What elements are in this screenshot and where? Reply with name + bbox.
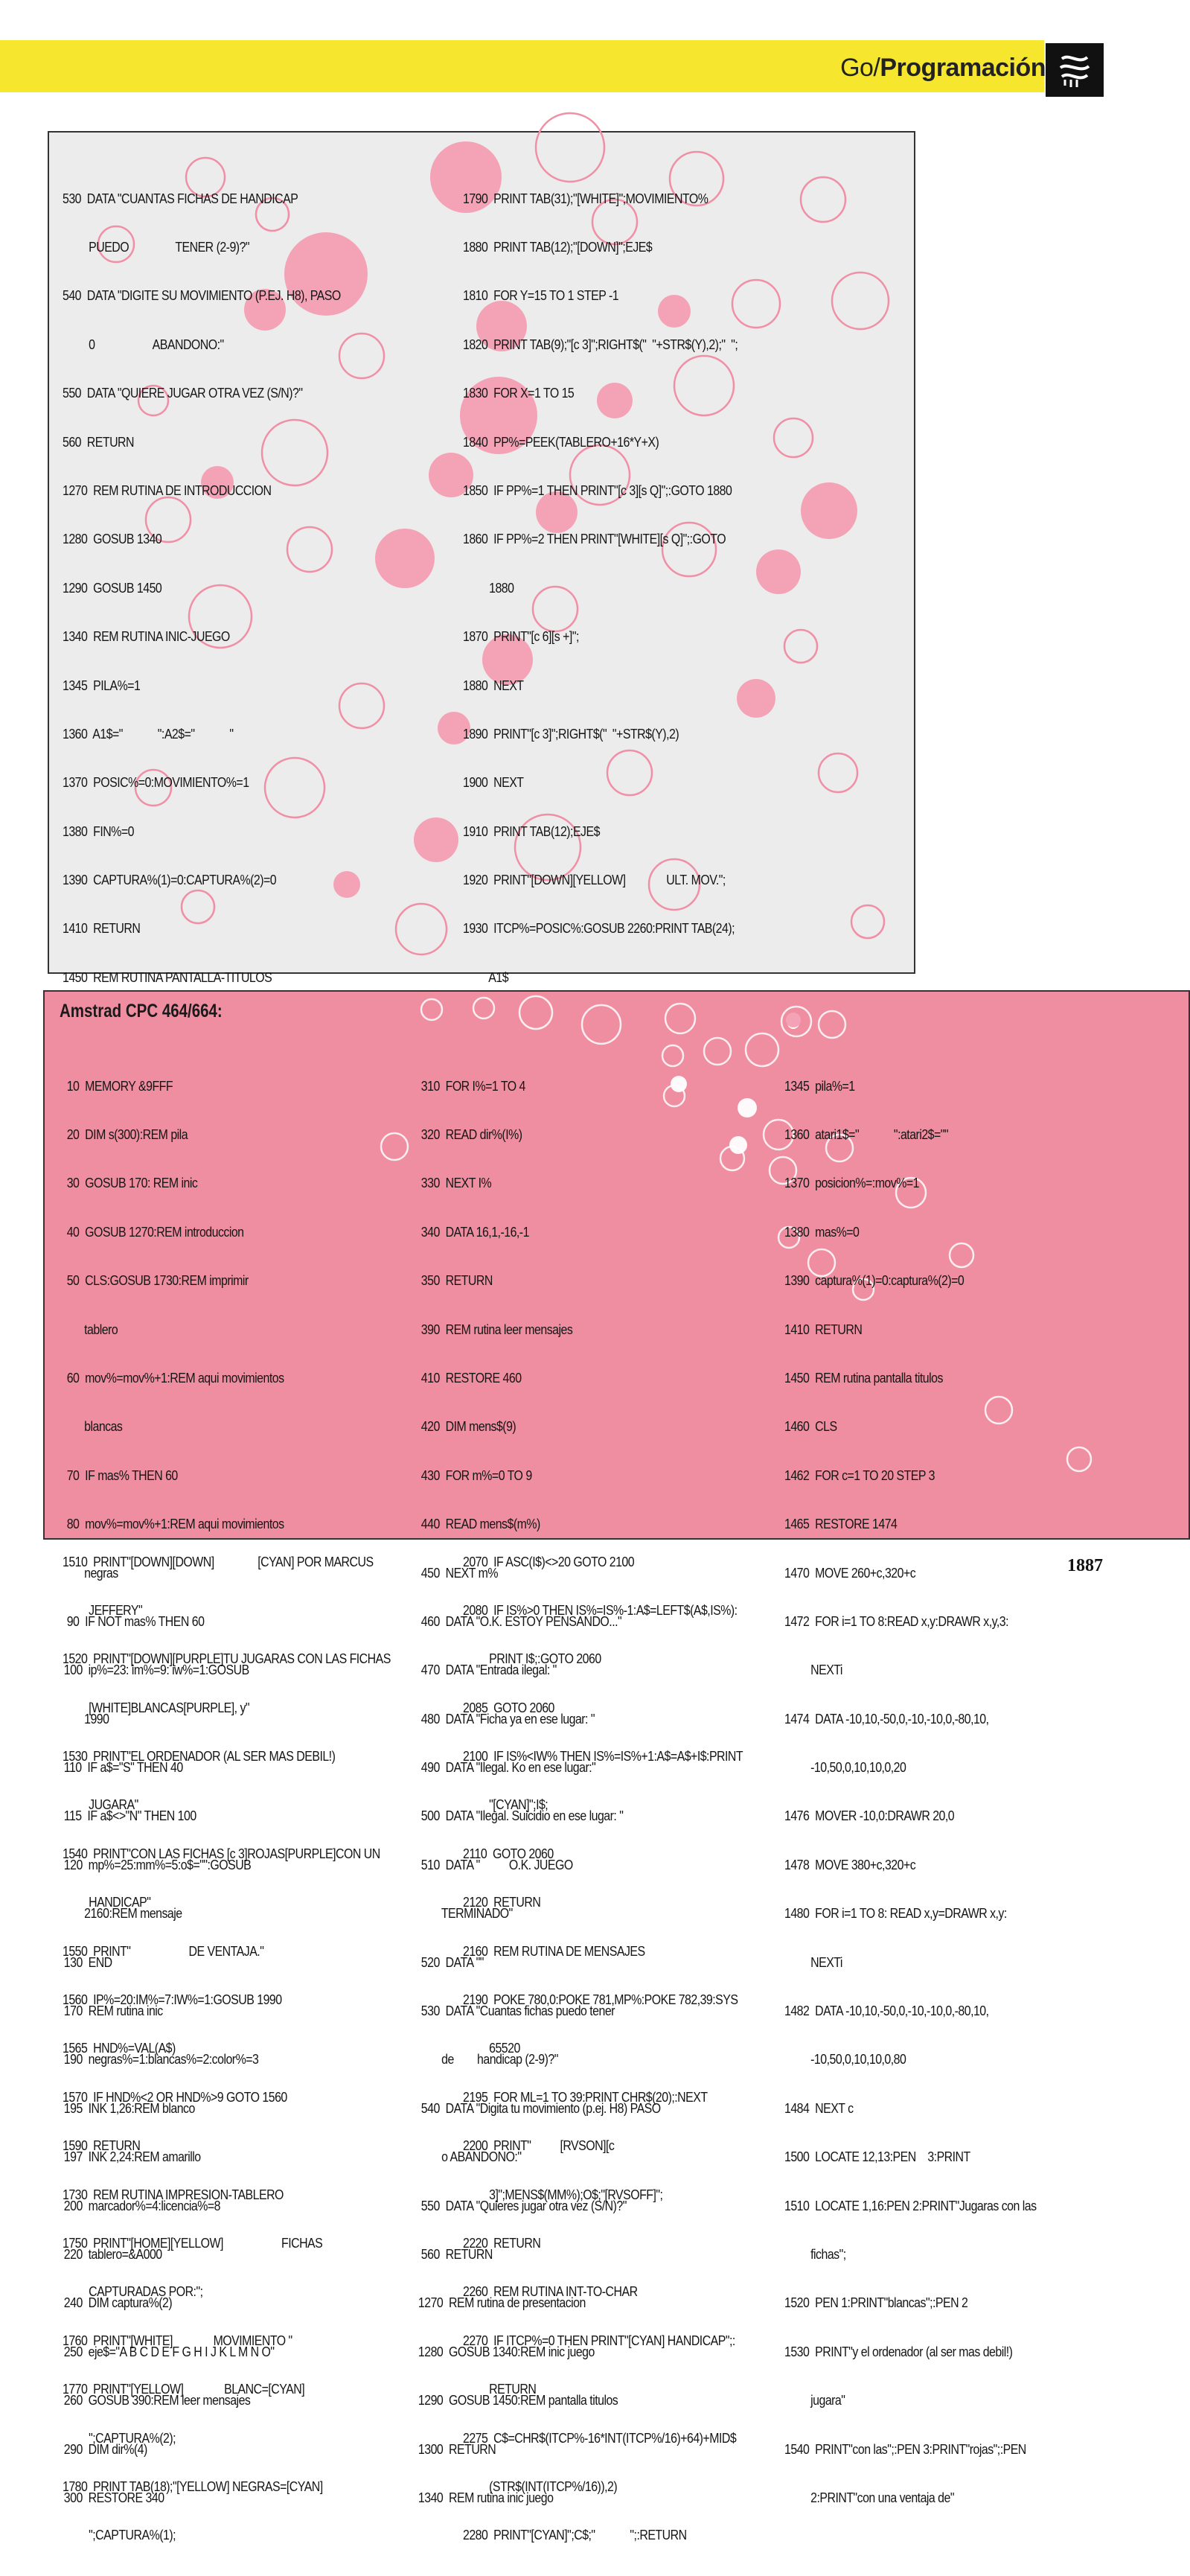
code-line: CAPTURADAS POR:"; xyxy=(63,2283,203,2300)
code-line: 0 ABANDONO:" xyxy=(63,336,224,352)
code-line: 1280 GOSUB 1340:REM inic juego xyxy=(415,2343,595,2359)
code-line: 540 DATA "DIGITE SU MOVIMIENTO (P.EJ. H8), PASO xyxy=(63,287,341,304)
code-line: 1270 REM rutina de presentacion xyxy=(415,2295,586,2311)
code-line: 1830 FOR X=1 TO 15 xyxy=(463,385,575,401)
amstrad-column-1 xyxy=(58,1045,284,2538)
code-line: 1300 RETURN xyxy=(415,2440,496,2457)
code-line: 1820 PRINT TAB(9);"[c 3]";RIGHT$(" "+STR$(Y),2);" "; xyxy=(463,336,738,352)
code-line: "[CYAN]";I$; xyxy=(463,1796,548,1813)
stylized-wave-logo-icon xyxy=(1046,43,1104,97)
code-line: 410 RESTORE 460 xyxy=(415,1369,522,1386)
amstrad-column-3 xyxy=(784,1045,1037,2538)
code-line: 1270 REM RUTINA DE INTRODUCCION xyxy=(63,482,272,498)
code-line: 1462 FOR c=1 TO 20 STEP 3 xyxy=(784,1467,935,1483)
code-line: negras xyxy=(58,1564,118,1581)
section-title xyxy=(840,54,1046,83)
code-line: 500 DATA "Ilegal. Suicidio en ese lugar: " xyxy=(415,1808,624,1824)
code-line: 430 FOR m%=0 TO 9 xyxy=(415,1467,532,1483)
code-line: 1910 PRINT TAB(12);EJE$ xyxy=(463,823,600,839)
code-line: 1530 PRINT"EL ORDENADOR (AL SER MAS DEBIL!) xyxy=(63,1748,336,1764)
code-line: 2270 IF ITCP%=0 THEN PRINT"[CYAN] HANDICAP";: xyxy=(463,2332,735,2348)
code-line: 1360 A1$=" ":A2$=" " xyxy=(63,725,234,742)
code-line: 1900 NEXT xyxy=(463,774,524,791)
code-line: 1530 PRINT"y el ordenador (al ser mas debil!) xyxy=(784,2343,1013,2359)
code-line: 1810 FOR Y=15 TO 1 STEP -1 xyxy=(463,287,619,304)
code-line: 1480 FOR i=1 TO 8: READ x,y=DRAWR x,y: xyxy=(784,1905,1007,1922)
code-line: 290 DIM dir%(4) xyxy=(58,2440,147,2457)
code-line: 110 IF a$="S" THEN 40 xyxy=(58,1759,183,1776)
code-line: 240 DIM captura%(2) xyxy=(58,2295,173,2311)
code-line: 90 IF NOT mas% THEN 60 xyxy=(58,1613,205,1629)
code-line: 20 DIM s(300):REM pila xyxy=(58,1126,188,1142)
code-line: jugara" xyxy=(784,2392,845,2408)
code-line: 1540 PRINT"con las";:PEN 3:PRINT"rojas";:PEN xyxy=(784,2440,1026,2457)
code-line: 65520 xyxy=(463,2040,520,2056)
code-line: 1478 MOVE 380+c,320+c xyxy=(784,1856,916,1872)
code-line: 1482 DATA -10,10,-50,0,-10,-10,0,-80,10, xyxy=(784,2003,989,2019)
code-line: 1345 pila%=1 xyxy=(784,1077,855,1094)
code-line: 3]";MENS$(MM%);O$;"[RVSOFF]"; xyxy=(463,2186,663,2202)
code-line: 1770 PRINT"[YELLOW] BLANC=[CYAN] xyxy=(63,2381,305,2397)
code-line: PUEDO TENER (2-9)?" xyxy=(63,238,250,255)
code-line: 1860 IF PP%=2 THEN PRINT"[WHITE][s Q]";:GOTO xyxy=(463,531,726,547)
code-line: 530 DATA "CUANTAS FICHAS DE HANDICAP xyxy=(63,190,298,206)
code-line: 1410 RETURN xyxy=(63,920,141,937)
code-line: 1520 PEN 1:PRINT"blancas";:PEN 2 xyxy=(784,2295,968,2311)
code-line: 100 ip%=23: im%=9: iw%=1:GOSUB xyxy=(58,1662,249,1678)
code-line: 300 RESTORE 340 xyxy=(58,2489,164,2505)
code-line: 1450 REM rutina pantalla titulos xyxy=(784,1369,943,1386)
code-line: 1840 PP%=PEEK(TABLERO+16*Y+X) xyxy=(463,433,659,450)
code-line: 80 mov%=mov%+1:REM aqui movimientos xyxy=(58,1516,284,1532)
code-line: -10,50,0,10,10,0,80 xyxy=(784,2051,906,2068)
code-line: 1760 PRINT"[WHITE] MOVIMIENTO " xyxy=(63,2332,292,2348)
code-line: 2260 REM RUTINA INT-TO-CHAR xyxy=(463,2283,638,2300)
code-line: [WHITE]BLANCAS[PURPLE], y" xyxy=(63,1699,250,1715)
code-line: 560 RETURN xyxy=(415,2245,493,2262)
code-line: HANDICAP" xyxy=(63,1894,151,1910)
code-line: 220 tablero=&A000 xyxy=(58,2245,162,2262)
code-line: 1470 MOVE 260+c,320+c xyxy=(784,1564,916,1581)
code-line: 1510 PRINT"[DOWN][DOWN] [CYAN] POR MARCUS xyxy=(63,1553,374,1569)
section-title-prefix: Go/ xyxy=(840,54,880,82)
code-line: tablero xyxy=(58,1321,118,1337)
code-line: o ABANDONO:" xyxy=(415,2149,522,2165)
code-line: 560 RETURN xyxy=(63,433,135,450)
code-line: 1520 PRINT"[DOWN][PURPLE]TU JUGARAS CON LAS FICHAS xyxy=(63,1651,391,1667)
code-line: 470 DATA "Entrada ilegal: " xyxy=(415,1662,557,1678)
code-line: 1880 NEXT xyxy=(463,677,524,693)
code-line: 480 DATA "Ficha ya en ese lugar: " xyxy=(415,1710,595,1727)
code-line: 1280 GOSUB 1340 xyxy=(63,531,162,547)
code-line: 1340 REM RUTINA INIC-JUEGO xyxy=(63,628,230,645)
code-line: 510 DATA " O.K. JUEGO xyxy=(415,1856,573,1872)
code-line: 70 IF mas% THEN 60 xyxy=(58,1467,178,1483)
code-line: ";CAPTURA%(2); xyxy=(63,2429,176,2446)
code-line: 2110 GOTO 2060 xyxy=(463,1845,554,1861)
code-line: NEXTi xyxy=(784,1662,842,1678)
code-line: 1850 IF PP%=1 THEN PRINT"[c 3][s Q]";:GOTO 1880 xyxy=(463,482,732,498)
code-line: 2085 GOTO 2060 xyxy=(463,1699,554,1715)
code-line: 2:PRINT"con una ventaja de" xyxy=(784,2489,954,2505)
code-line: 1880 PRINT TAB(12);"[DOWN]";EJE$ xyxy=(463,238,653,255)
code-line: 200 marcador%=4:licencia%=8 xyxy=(58,2197,220,2213)
code-line: 1780 PRINT TAB(18);"[YELLOW] NEGRAS=[CYAN] xyxy=(63,2478,323,2494)
code-line: 2200 PRINT" [RVSON][c xyxy=(463,2137,615,2154)
code-line: 2160 REM RUTINA DE MENSAJES xyxy=(463,1942,645,1959)
code-line: 115 IF a$<>"N" THEN 100 xyxy=(58,1808,196,1824)
code-line: JEFFERY" xyxy=(63,1601,143,1618)
code-line: 2190 POKE 780,0:POKE 781,MP%:POKE 782,39:SYS xyxy=(463,1992,738,2008)
code-line: 2160:REM mensaje xyxy=(58,1905,182,1922)
code-line: A1$ xyxy=(463,969,509,985)
code-line: PRINT I$;:GOTO 2060 xyxy=(463,1651,601,1667)
code-line: 1380 FIN%=0 xyxy=(63,823,134,839)
code-line: 2120 RETURN xyxy=(463,1894,541,1910)
code-line: de handicap (2-9)?" xyxy=(415,2051,558,2068)
code-line: 1390 captura%(1)=0:captura%(2)=0 xyxy=(784,1272,965,1289)
code-line: 1484 NEXT c xyxy=(784,2100,854,2116)
code-line: 1380 mas%=0 xyxy=(784,1223,860,1240)
amstrad-column-2 xyxy=(415,1045,661,2538)
code-line: 1570 IF HND%<2 OR HND%>9 GOTO 1560 xyxy=(63,2088,287,2105)
code-line: 1880 xyxy=(463,579,514,596)
code-line: 170 REM rutina inic xyxy=(58,2003,163,2019)
code-line: 1290 GOSUB 1450:REM pantalla titulos xyxy=(415,2392,618,2408)
page-number: 1887 xyxy=(1067,1556,1103,1575)
code-line: fichas"; xyxy=(784,2245,846,2262)
code-line: 550 DATA "Quieres jugar otra vez (S/N)?" xyxy=(415,2197,627,2213)
code-line: 1990 xyxy=(58,1710,109,1727)
code-line: 320 READ dir%(I%) xyxy=(415,1126,522,1142)
code-line: 1590 RETURN xyxy=(63,2137,141,2154)
code-line: 195 INK 1,26:REM blanco xyxy=(58,2100,195,2116)
code-line: 450 NEXT m% xyxy=(415,1564,498,1581)
code-line: ";CAPTURA%(1); xyxy=(63,2527,176,2543)
amstrad-section-title: Amstrad CPC 464/664: xyxy=(60,1001,223,1021)
code-line: 440 READ mens$(m%) xyxy=(415,1516,540,1532)
code-line: 2280 PRINT"[CYAN]";C$;" ";:RETURN xyxy=(463,2527,687,2543)
code-line: 540 DATA "Digita tu movimiento (p.ej. H8) PASO xyxy=(415,2100,661,2116)
code-line: 1750 PRINT"[HOME][YELLOW] FICHAS xyxy=(63,2235,323,2251)
code-line: 530 DATA "Cuantas fichas puedo tener xyxy=(415,2003,615,2019)
code-line: 1340 REM rutina inic juego xyxy=(415,2489,554,2505)
code-line: 197 INK 2,24:REM amarillo xyxy=(58,2149,201,2165)
code-line: 2100 IF IS%<IW% THEN IS%=IS%+1:A$=A$+I$:PRINT xyxy=(463,1748,743,1764)
code-line: 1474 DATA -10,10,-50,0,-10,-10,0,-80,10, xyxy=(784,1710,989,1727)
code-line: 1370 POSIC%=0:MOVIMIENTO%=1 xyxy=(63,774,249,791)
code-line: 60 mov%=mov%+1:REM aqui movimientos xyxy=(58,1369,284,1386)
code-line: 1870 PRINT"[c 6][s +]"; xyxy=(463,628,579,645)
code-line: 1472 FOR i=1 TO 8:READ x,y:DRAWR x,y,3: xyxy=(784,1613,1009,1629)
code-line: 1565 HND%=VAL(A$) xyxy=(63,2040,176,2056)
code-line: 340 DATA 16,1,-16,-1 xyxy=(415,1223,529,1240)
code-line: 1465 RESTORE 1474 xyxy=(784,1516,898,1532)
code-line: 1410 RETURN xyxy=(784,1321,863,1337)
code-line: 350 RETURN xyxy=(415,1272,493,1289)
code-line: 130 END xyxy=(58,1954,112,1970)
code-line: 390 REM rutina leer mensajes xyxy=(415,1321,573,1337)
code-line: 2070 IF ASC(I$)<>20 GOTO 2100 xyxy=(463,1553,635,1569)
code-line: 1345 PILA%=1 xyxy=(63,677,141,693)
code-line: 1560 IP%=20:IM%=7:IW%=1:GOSUB 1990 xyxy=(63,1992,282,2008)
code-line: 310 FOR I%=1 TO 4 xyxy=(415,1077,525,1094)
code-line: TERMINADO" xyxy=(415,1905,513,1922)
code-line: 1550 PRINT" DE VENTAJA." xyxy=(63,1942,264,1959)
code-line: 1930 ITCP%=POSIC%:GOSUB 2260:PRINT TAB(24); xyxy=(463,920,735,937)
code-line: 190 negras%=1:blancas%=2:color%=3 xyxy=(58,2051,259,2068)
code-line: 120 mp%=25:mm%=5:o$="":GOSUB xyxy=(58,1856,252,1872)
code-line: 420 DIM mens$(9) xyxy=(415,1418,516,1435)
code-line: 1500 LOCATE 12,13:PEN 3:PRINT xyxy=(784,2149,970,2165)
code-line: RETURN xyxy=(463,2381,537,2397)
code-line: blancas xyxy=(58,1418,123,1435)
code-line: 1890 PRINT"[c 3]";RIGHT$(" "+STR$(Y),2) xyxy=(463,725,679,742)
code-line: 1450 REM RUTINA PANTALLA-TITULOS xyxy=(63,969,272,985)
code-line: 1370 posicion%=:mov%=1 xyxy=(784,1175,919,1191)
code-line: 460 DATA "O.K. ESTOY PENSANDO..." xyxy=(415,1613,622,1629)
code-line: -10,50,0,10,10,0,20 xyxy=(784,1759,906,1776)
code-line: 1510 LOCATE 1,16:PEN 2:PRINT"Jugaras con las xyxy=(784,2197,1037,2213)
code-line: JUGARA" xyxy=(63,1796,138,1813)
code-line: 520 DATA "" xyxy=(415,1954,484,1970)
section-title-main: Programación xyxy=(880,54,1046,82)
code-line: 1476 MOVER -10,0:DRAWR 20,0 xyxy=(784,1808,955,1824)
code-line: 10 MEMORY &9FFF xyxy=(58,1077,173,1094)
code-line: 2195 FOR ML=1 TO 39:PRINT CHR$(20);:NEXT xyxy=(463,2088,708,2105)
code-line: 1730 REM RUTINA IMPRESION-TABLERO xyxy=(63,2186,284,2202)
code-line: 1790 PRINT TAB(31);"[WHITE]";MOVIMIENTO% xyxy=(463,190,708,206)
code-line: 1920 PRINT"[DOWN][YELLOW] ULT. MOV."; xyxy=(463,872,726,888)
code-line: (STR$(INT(ITCP%/16)),2) xyxy=(463,2478,618,2494)
code-line: 330 NEXT I% xyxy=(415,1175,492,1191)
code-line: 2220 RETURN xyxy=(463,2235,541,2251)
code-line: 30 GOSUB 170: REM inic xyxy=(58,1175,198,1191)
code-line: 1390 CAPTURA%(1)=0:CAPTURA%(2)=0 xyxy=(63,872,277,888)
code-line: 2275 C$=CHR$(ITCP%-16*INT(ITCP%/16)+64)+MID$ xyxy=(463,2429,737,2446)
code-line: 1360 atari1$=" ":atari2$="" xyxy=(784,1126,949,1142)
code-line: 1460 CLS xyxy=(784,1418,837,1435)
code-line: 1540 PRINT"CON LAS FICHAS [c 3]ROJAS[PURPLE]CON UN xyxy=(63,1845,380,1861)
code-line: NEXTi xyxy=(784,1954,842,1970)
code-line: 490 DATA "Ilegal. Ko en ese lugar:" xyxy=(415,1759,596,1776)
code-line: 2080 IF IS%>0 THEN IS%=IS%-1:A$=LEFT$(A$,IS%): xyxy=(463,1601,738,1618)
code-line: 40 GOSUB 1270:REM introduccion xyxy=(58,1223,244,1240)
code-line: 50 CLS:GOSUB 1730:REM imprimir xyxy=(58,1272,249,1289)
code-line: 1290 GOSUB 1450 xyxy=(63,579,162,596)
code-line: 250 eje$="A B C D E F G H I J K L M N O" xyxy=(58,2343,275,2359)
code-line: 260 GOSUB 390:REM leer mensajes xyxy=(58,2392,251,2408)
code-line: 550 DATA "QUIERE JUGAR OTRA VEZ (S/N)?" xyxy=(63,385,303,401)
